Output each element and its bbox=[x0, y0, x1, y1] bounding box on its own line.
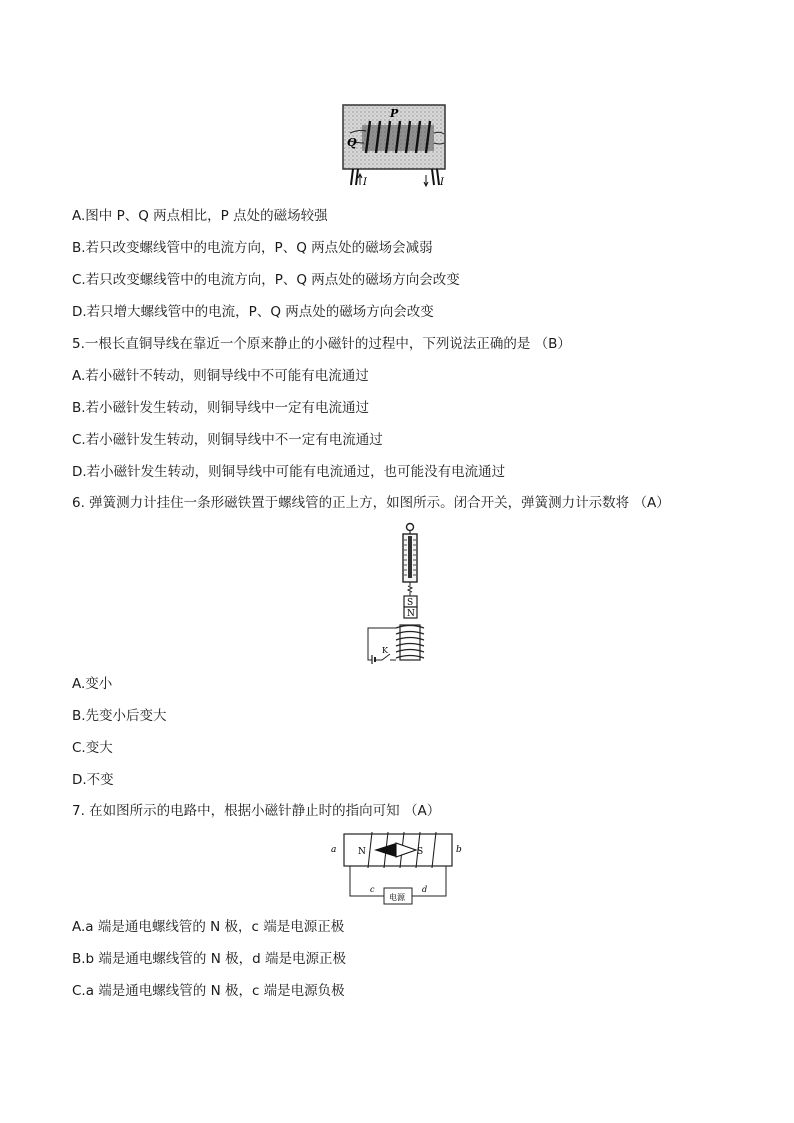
q5-option-b: B.若小磁针发生转动，则铜导线中一定有电流通过 bbox=[72, 400, 370, 416]
magnet-top-pole: S bbox=[407, 598, 414, 608]
needle-n-label: N bbox=[358, 847, 366, 857]
q5-option-a: A.若小磁针不转动，则铜导线中不可能有电流通过 bbox=[72, 368, 369, 384]
solenoid-compass-circuit-figure bbox=[328, 830, 468, 908]
q6-stem: 6. 弹簧测力计挂住一条形磁铁置于螺线管的正上方，如图所示。闭合开关，弹簧测力计示数将 （A） bbox=[72, 495, 670, 511]
solenoid-iron-filings-figure bbox=[340, 103, 448, 189]
q7-option-a: A.a 端是通电螺线管的 N 极，c 端是电源正极 bbox=[72, 919, 345, 935]
q4-option-c: C.若只改变螺线管中的电流方向，P、Q 两点处的磁场方向会改变 bbox=[72, 272, 460, 288]
terminal-d-label: d bbox=[422, 885, 428, 894]
switch-label: K bbox=[382, 646, 388, 655]
current-label-right: I bbox=[440, 177, 444, 188]
q7-option-c: C.a 端是通电螺线管的 N 极，c 端是电源负极 bbox=[72, 983, 345, 999]
end-a-label: a bbox=[331, 845, 337, 855]
q6-option-d: D.不变 bbox=[72, 772, 114, 788]
q6-option-c: C.变大 bbox=[72, 740, 113, 756]
point-q-label: Q bbox=[347, 136, 357, 149]
q7-option-b: B.b 端是通电螺线管的 N 极，d 端是电源正极 bbox=[72, 951, 346, 967]
q4-option-a: A.图中 P、Q 两点相比，P 点处的磁场较强 bbox=[72, 208, 328, 224]
needle-s-label: S bbox=[417, 847, 424, 857]
terminal-c-label: c bbox=[370, 885, 375, 894]
q5-stem: 5.一根长直铜导线在靠近一个原来静止的小磁针的过程中，下列说法正确的是 （B） bbox=[72, 336, 571, 352]
point-p-label: P bbox=[390, 107, 399, 120]
current-label-left: I bbox=[363, 177, 367, 188]
q5-option-d: D.若小磁针发生转动，则铜导线中可能有电流通过，也可能没有电流通过 bbox=[72, 464, 506, 480]
end-b-label: b bbox=[456, 845, 462, 855]
q6-option-b: B.先变小后变大 bbox=[72, 708, 167, 724]
q4-option-d: D.若只增大螺线管中的电流，P、Q 两点处的磁场方向会改变 bbox=[72, 304, 434, 320]
spring-scale-figure bbox=[360, 522, 440, 664]
q5-option-c: C.若小磁针发生转动，则铜导线中不一定有电流通过 bbox=[72, 432, 383, 448]
magnet-bottom-pole: N bbox=[407, 609, 415, 619]
q4-option-b: B.若只改变螺线管中的电流方向，P、Q 两点处的磁场会减弱 bbox=[72, 240, 433, 256]
power-source-label: 电源 bbox=[389, 893, 405, 902]
q6-option-a: A.变小 bbox=[72, 676, 113, 692]
q7-stem: 7. 在如图所示的电路中，根据小磁针静止时的指向可知 （A） bbox=[72, 803, 441, 819]
